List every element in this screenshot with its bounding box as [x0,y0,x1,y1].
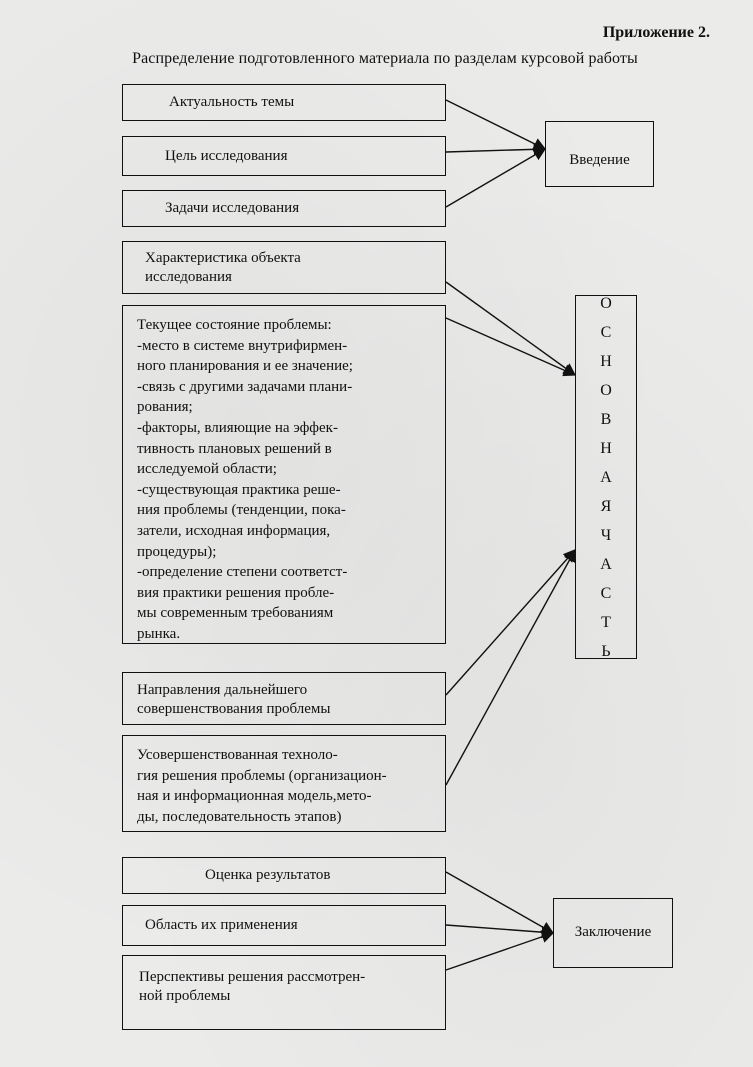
box-relevance [122,84,446,121]
main-letter: Ь [601,642,611,660]
box-goal [122,136,446,176]
main-letter: О [600,294,612,312]
main-letter: О [600,381,612,399]
box-application [122,905,446,946]
label-conclusion: Заключение [574,924,652,940]
main-letter: С [600,584,612,602]
box-current-state [122,305,446,644]
box-intro [545,121,654,187]
arrow-prospects-conclusion [446,933,553,970]
arrow-object-main [446,282,575,375]
box-tasks [122,190,446,227]
label-intro: Введение [569,152,630,168]
label-relevance: Актуальность темы [169,94,295,110]
main-letter: Н [600,352,612,370]
arrow-directions-main [446,550,575,695]
diagram-title: Распределение подготовленного материала по разделам курсовой работы [132,50,638,67]
box-technology [122,735,446,832]
arrow-technology-main [446,550,575,785]
arrow-application-conclusion [446,925,553,933]
box-evaluation [122,857,446,894]
box-main-part [575,295,637,659]
box-conclusion [553,898,673,968]
label-evaluation: Оценка результатов [205,867,331,883]
main-letter: Ч [600,526,612,544]
arrow-relevance-intro [446,100,545,149]
main-letter: А [600,468,612,486]
main-letter: С [600,323,612,341]
box-object [122,241,446,294]
label-goal: Цель исследования [165,148,288,164]
main-letter: В [600,410,612,428]
label-tasks: Задачи исследования [165,200,300,216]
main-letter: Н [600,439,612,457]
label-prospects: Перспективы решения рассмотрен- ной проблемы [139,969,366,1004]
box-prospects [122,955,446,1030]
arrow-current-main [446,318,575,375]
label-directions: Направления дальнейшего совершенствования проблемы [137,682,331,717]
label-current-state: Текущее состояние проблемы: -место в системе внутрифирмен- ного планирования и ее значение; -связь с другими задачами плани- рования; -факторы, влияющие на эффек- тивность плановых решений в исследуемой области; -существующая практика реше- ния проблемы (тенденции, пока- затели, исходная информация, процедуры); -определение степени соответст- вия практики решения пробле- мы современным требованиям рынка. [137,317,353,642]
appendix-label: Приложение 2. [602,24,710,41]
label-application: Область их применения [145,917,298,933]
main-letter: Т [601,613,611,631]
main-letter: А [600,555,612,573]
box-directions [122,672,446,725]
arrow-tasks-intro [446,149,545,207]
arrow-goal-intro [446,149,545,152]
main-letter: Я [600,497,612,515]
label-object: Характеристика объекта исследования [145,250,301,285]
label-technology: Усовершенствованная техноло- гия решения проблемы (организацион- ная и информационная модель,мето- ды, последовательность этапов) [137,747,387,825]
main-part-label [576,296,636,658]
arrow-evaluation-conclusion [446,872,553,933]
